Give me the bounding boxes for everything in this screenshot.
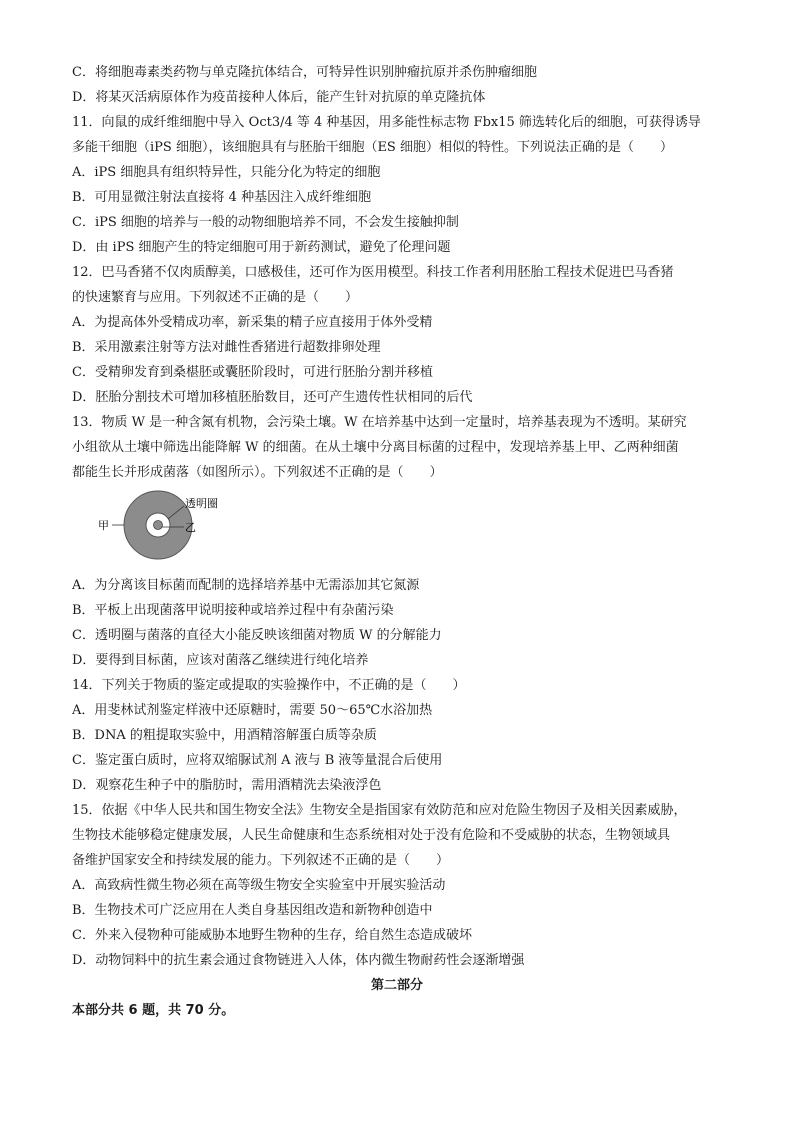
- part-two-note: 本部分共 6 题，共 70 分。: [72, 1003, 235, 1018]
- q12-option-b: B．采用激素注射等方法对雌性香猪进行超数排卵处理: [72, 340, 381, 355]
- q11-option-b: B．可用显微注射法直接将 4 种基因注入成纤维细胞: [72, 190, 372, 205]
- q15-option-c: C．外来入侵物种可能威胁本地野生物种的生存，给自然生态造成破坏: [72, 928, 472, 943]
- q12-option-a: A．为提高体外受精成功率，新采集的精子应直接用于体外受精: [72, 315, 433, 330]
- label-jia: 甲: [98, 519, 109, 532]
- colony-yi: [154, 521, 163, 530]
- exam-page: [72, 60, 722, 1023]
- part-two-title: 第二部分: [370, 978, 423, 993]
- q15-stem-line-3: 备维护国家安全和持续发展的能力。下列叙述不正确的是（ ）: [72, 853, 450, 868]
- q10-option-c: C．将细胞毒素类药物与单克隆抗体结合，可特异性识别肿瘤抗原并杀伤肿瘤细胞: [72, 65, 537, 80]
- q13-option-d: D．要得到目标菌，应该对菌落乙继续进行纯化培养: [72, 653, 369, 668]
- petri-dish-figure: [72, 489, 722, 567]
- q15-option-d: D．动物饲料中的抗生素会通过食物链进入人体，体内微生物耐药性会逐渐增强: [72, 953, 525, 968]
- q13-option-a: A．为分离该目标菌而配制的选择培养基中无需添加其它氮源: [72, 578, 420, 593]
- q11-option-d: D．由 iPS 细胞产生的特定细胞可用于新药测试，避免了伦理问题: [72, 240, 451, 255]
- q15-option-a: A．高致病性微生物必须在高等级生物安全实验室中开展实验活动: [72, 878, 446, 893]
- q12-option-c: C．受精卵发育到桑椹胚或囊胚阶段时，可进行胚胎分割并移植: [72, 365, 433, 380]
- q13-option-c: C．透明圈与菌落的直径大小能反映该细菌对物质 W 的分解能力: [72, 628, 442, 643]
- q14-option-a: A．用斐林试剂鉴定样液中还原糖时，需要 50～65℃水浴加热: [72, 703, 433, 718]
- q14-option-b: B．DNA 的粗提取实验中，用酒精溶解蛋白质等杂质: [72, 728, 377, 743]
- q14-stem-line-1: 14．下列关于物质的鉴定或提取的实验操作中，不正确的是（ ）: [72, 678, 466, 693]
- q12-stem-line-2: 的快速繁育与应用。下列叙述不正确的是（ ）: [72, 290, 359, 305]
- q13-stem-line-1: 13．物质 W 是一种含氮有机物，会污染土壤。W 在培养基中达到一定量时，培养基表现为不透明。某研究: [72, 415, 687, 430]
- q13-stem-line-3: 都能生长并形成菌落（如图所示）。下列叙述不正确的是（ ）: [72, 465, 443, 480]
- q14-option-d: D．观察花生种子中的脂肪时，需用酒精洗去染液浮色: [72, 778, 382, 793]
- q13-stem-line-2: 小组欲从土壤中筛选出能降解 W 的细菌。在从土壤中分离目标菌的过程中，发现培养基上甲、乙两种细菌: [72, 440, 679, 455]
- q12-option-d: D．胚胎分割技术可增加移植胚胎数目，还可产生遗传性状相同的后代: [72, 390, 473, 405]
- q12-stem-line-1: 12．巴马香猪不仅肉质醇美，口感极佳，还可作为医用模型。科技工作者利用胚胎工程技术促进巴马香猪: [72, 265, 674, 280]
- q11-option-c: C．iPS 细胞的培养与一般的动物细胞培养不同，不会发生接触抑制: [72, 215, 459, 230]
- label-yi: 乙: [185, 521, 196, 534]
- q10-option-d: D．将某灭活病原体作为疫苗接种人体后，能产生针对抗原的单克隆抗体: [72, 90, 486, 105]
- q11-stem-line-1: 11．向鼠的成纤维细胞中导入 Oct3/4 等 4 种基因，用多能性标志物 Fbx15 筛选转化后的细胞，可获得诱导: [72, 115, 701, 130]
- petri-dish-diagram: [72, 489, 272, 567]
- q15-stem-line-1: 15．依据《中华人民共和国生物安全法》生物安全是指国家有效防范和应对危险生物因子及相关因素威胁，: [72, 803, 687, 818]
- q11-option-a: A．iPS 细胞具有组织特异性，只能分化为特定的细胞: [72, 165, 381, 180]
- q15-stem-line-2: 生物技术能够稳定健康发展，人民生命健康和生态系统相对处于没有危险和不受威胁的状态，生物领域具: [72, 828, 671, 843]
- q11-stem-line-2: 多能干细胞（iPS 细胞），该细胞具有与胚胎干细胞（ES 细胞）相似的特性。下列说法正确的是（ ）: [72, 140, 673, 155]
- q13-option-b: B．平板上出现菌落甲说明接种或培养过程中有杂菌污染: [72, 603, 394, 618]
- label-halo: 透明圈: [185, 497, 218, 510]
- q15-option-b: B．生物技术可广泛应用在人类自身基因组改造和新物种创造中: [72, 903, 433, 918]
- q14-option-c: C．鉴定蛋白质时，应将双缩脲试剂 A 液与 B 液等量混合后使用: [72, 753, 443, 768]
